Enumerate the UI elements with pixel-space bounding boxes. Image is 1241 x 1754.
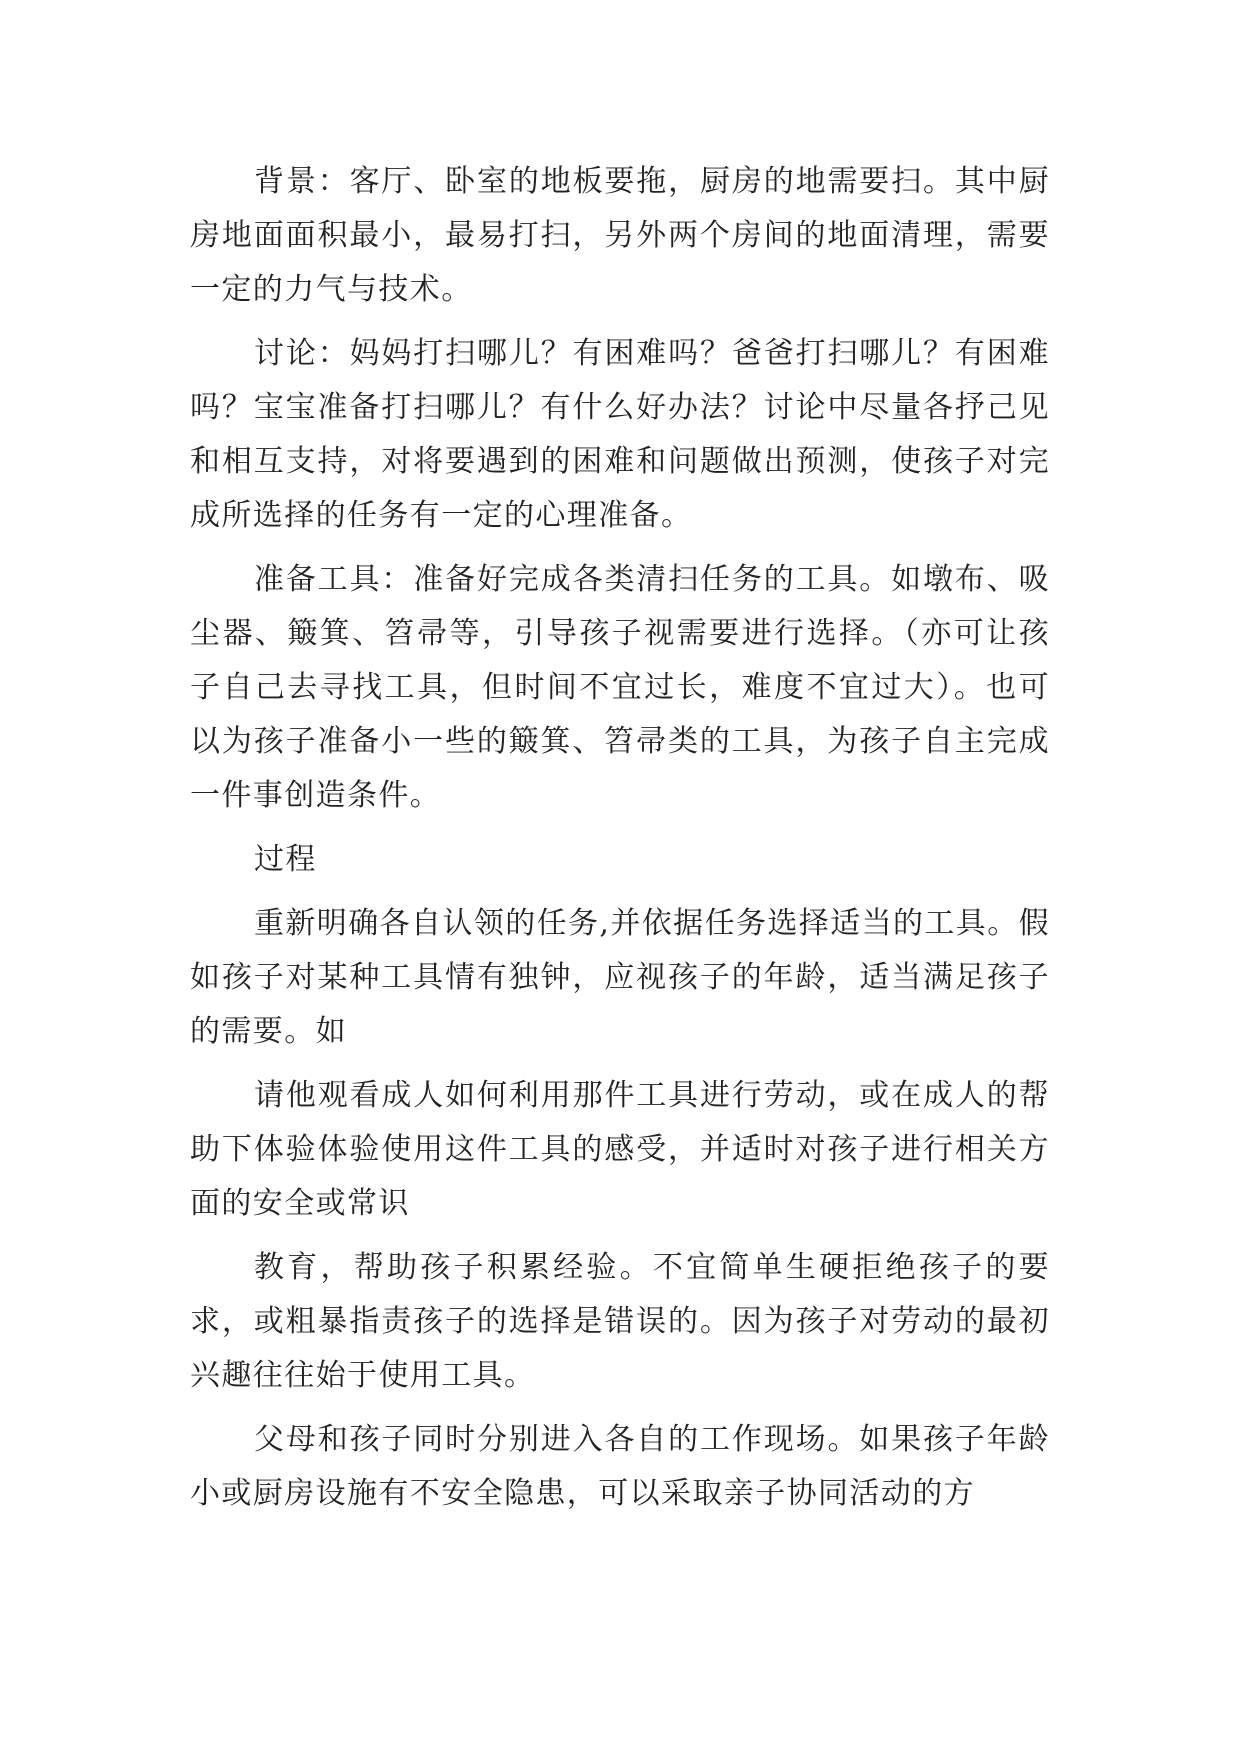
- document-body: [190, 155, 1050, 1531]
- paragraph-education: 教育，帮助孩子积累经验。不宜简单生硬拒绝孩子的要求，或粗暴指责孩子的选择是错误的。因为孩子对劳动的最初兴趣往往始于使用工具。: [190, 1250, 1050, 1393]
- paragraph-observe-adults: 请他观看成人如何利用那件工具进行劳动，或在成人的帮助下体验体验使用这件工具的感受，并适时对孩子进行相关方面的安全或常识: [190, 1078, 1050, 1221]
- paragraph-work-site: 父母和孩子同时分别进入各自的工作现场。如果孩子年龄小或厨房设施有不安全隐患，可以采取亲子协同活动的方: [190, 1422, 1050, 1511]
- paragraph-prepare-tools: 准备工具：准备好完成各类清扫任务的工具。如墩布、吸尘器、簸箕、笤帚等，引导孩子视需要进行选择。（亦可让孩子自己去寻找工具，但时间不宜过长，难度不宜过大）。也可以为孩子准备小一些的簸箕、笤帚类的工具，为孩子自主完成一件事创造条件。: [190, 562, 1050, 813]
- section-heading-process: 过程: [254, 842, 317, 877]
- paragraph-clarify-tasks: 重新明确各自认领的任务,并依据任务选择适当的工具。假如孩子对某种工具情有独钟，应视孩子的年龄，适当满足孩子的需要。如: [190, 906, 1050, 1049]
- paragraph-discussion: 讨论：妈妈打扫哪儿？有困难吗？爸爸打扫哪儿？有困难吗？宝宝准备打扫哪儿？有什么好办法？讨论中尽量各抒己见和相互支持，对将要遇到的困难和问题做出预测，使孩子对完成所选择的任务有一定的心理准备。: [190, 336, 1050, 533]
- paragraph-background: 背景：客厅、卧室的地板要拖，厨房的地需要扫。其中厨房地面面积最小，最易打扫，另外两个房间的地面清理，需要一定的力气与技术。: [190, 164, 1050, 307]
